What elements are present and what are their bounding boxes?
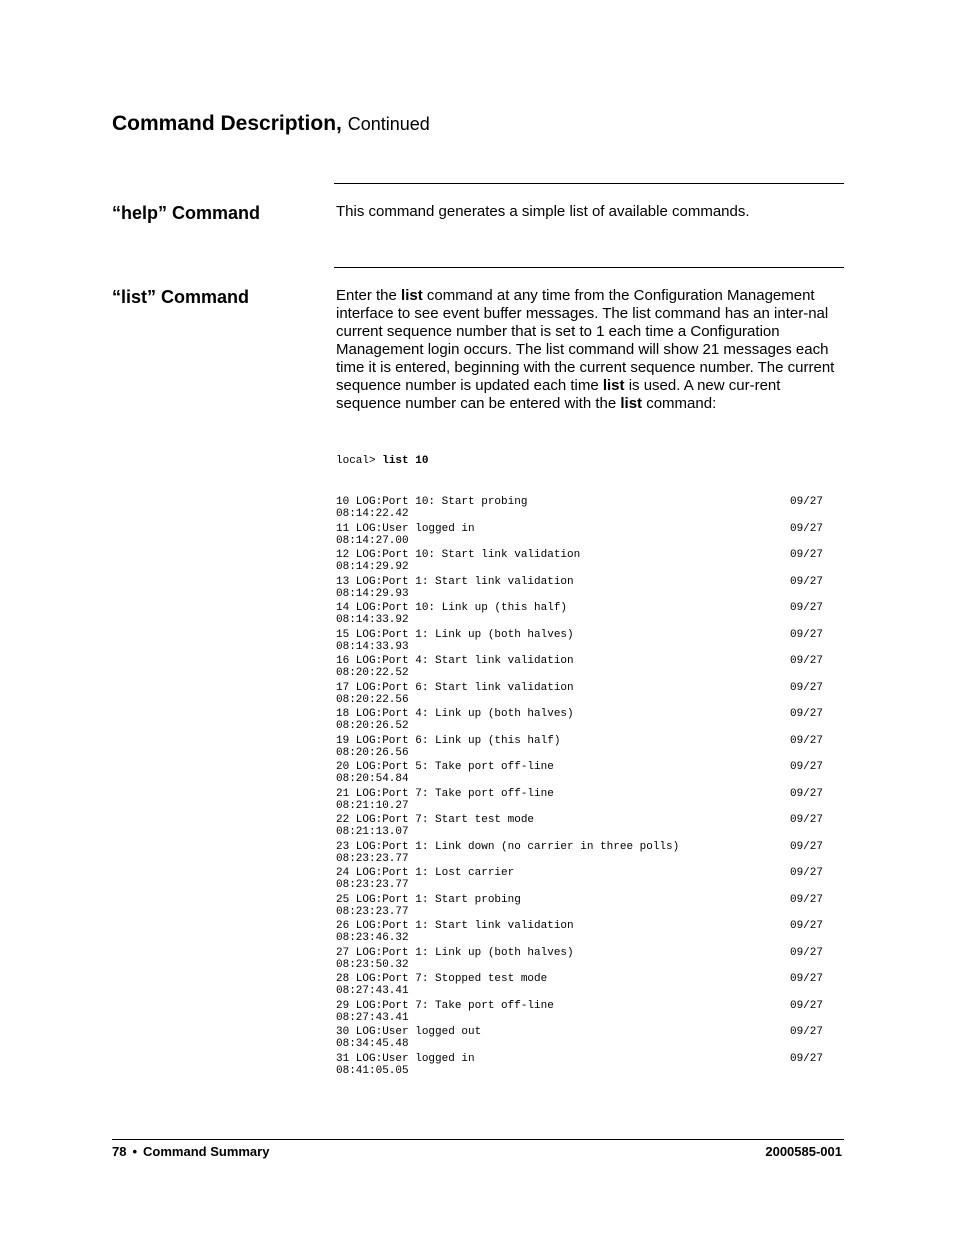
log-entry [336, 602, 836, 626]
log-time: 08:20:54.84 [336, 773, 409, 785]
log-message: 21 LOG:Port 7: Take port off-line [336, 787, 554, 800]
list-section-heading: “list” Command [112, 287, 250, 307]
log-entry-line [336, 920, 823, 932]
log-entry [336, 1000, 836, 1024]
log-entry-line [336, 735, 823, 747]
log-entry [336, 920, 836, 944]
log-time: 08:34:45.48 [336, 1038, 409, 1050]
page-title [112, 112, 430, 136]
log-date: 09/27 [789, 602, 823, 614]
log-date: 09/27 [789, 496, 823, 508]
log-date: 09/27 [789, 840, 823, 853]
footer-bullet: • [132, 1144, 138, 1159]
log-entry-line [336, 788, 823, 800]
log-date: 09/27 [789, 522, 823, 535]
log-entry-line [336, 629, 823, 641]
log-time: 08:41:05.05 [336, 1064, 409, 1077]
log-output [336, 496, 836, 1077]
log-entry-line [336, 523, 823, 535]
log-time: 08:14:33.93 [336, 640, 409, 653]
log-entry-line [336, 1053, 823, 1065]
log-message: 13 LOG:Port 1: Start link validation [336, 575, 574, 588]
log-entry [336, 947, 836, 971]
log-time: 08:23:23.77 [336, 879, 409, 891]
log-date: 09/27 [789, 761, 823, 773]
log-entry-line [336, 894, 823, 906]
log-message: 24 LOG:Port 1: Lost carrier [336, 867, 515, 879]
command: list 10 [382, 455, 429, 467]
log-entry [336, 655, 836, 679]
log-entry [336, 973, 836, 997]
log-entry [336, 761, 836, 785]
log-entry-line [336, 576, 823, 588]
log-entry [336, 814, 836, 838]
log-entry [336, 708, 836, 732]
log-date: 09/27 [789, 787, 823, 800]
log-entry-line [336, 1000, 823, 1012]
log-date: 09/27 [789, 628, 823, 641]
log-entry [336, 576, 836, 600]
footer-divider [112, 1139, 844, 1140]
log-date: 09/27 [789, 549, 823, 561]
log-message: 30 LOG:User logged out [336, 1026, 482, 1038]
log-entry [336, 629, 836, 653]
log-message: 19 LOG:Port 6: Link up (this half) [336, 734, 561, 747]
log-entry-line [336, 814, 823, 826]
log-message: 23 LOG:Port 1: Link down (no carrier in three polls) [336, 840, 680, 853]
paragraph-keyword: list [602, 377, 625, 394]
paragraph-text: is used. A new cur-rent sequence number can be entered with the [336, 377, 781, 412]
log-entry [336, 735, 836, 759]
log-message: 15 LOG:Port 1: Link up (both halves) [336, 628, 574, 641]
log-date: 09/27 [789, 920, 823, 932]
log-time: 08:20:22.56 [336, 693, 409, 706]
log-time: 08:23:50.32 [336, 958, 409, 971]
log-message: 18 LOG:Port 4: Link up (both halves) [336, 708, 574, 720]
log-entry [336, 867, 836, 891]
log-date: 09/27 [789, 575, 823, 588]
log-message: 11 LOG:User logged in [336, 522, 475, 535]
log-entry-line [336, 655, 823, 667]
doc-number: 2000585-001 [765, 1144, 842, 1159]
log-entry [336, 841, 836, 865]
paragraph-keyword: list [401, 287, 423, 304]
log-message: 12 LOG:Port 10: Start link validation [336, 549, 581, 561]
log-date: 09/27 [789, 734, 823, 747]
log-entry [336, 682, 836, 706]
log-date: 09/27 [789, 655, 823, 667]
log-entry-line [336, 708, 823, 720]
log-message: 27 LOG:Port 1: Link up (both halves) [336, 946, 574, 959]
log-time: 08:20:22.52 [336, 667, 409, 679]
log-time: 08:14:27.00 [336, 534, 409, 547]
log-date: 09/27 [789, 681, 823, 694]
log-time: 08:20:26.56 [336, 746, 409, 759]
log-entry-line [336, 761, 823, 773]
help-section-text: This command generates a simple list of available commands. [336, 203, 750, 220]
log-date: 09/27 [789, 999, 823, 1012]
log-date: 09/27 [789, 973, 823, 985]
log-time: 08:20:26.52 [336, 720, 409, 732]
log-message: 17 LOG:Port 6: Start link validation [336, 681, 574, 694]
help-section-heading: “help” Command [112, 203, 261, 223]
footer-left [112, 1144, 269, 1159]
log-message: 31 LOG:User logged in [336, 1052, 475, 1065]
log-message: 25 LOG:Port 1: Start probing [336, 893, 521, 906]
page-title-main: Command Description, [112, 112, 342, 135]
log-message: 14 LOG:Port 10: Link up (this half) [336, 602, 568, 614]
paragraph-text: Enter the [336, 287, 402, 304]
log-message: 26 LOG:Port 1: Start link validation [336, 920, 574, 932]
log-entry-line [336, 1026, 823, 1038]
log-date: 09/27 [789, 1052, 823, 1065]
log-message: 22 LOG:Port 7: Start test mode [336, 814, 535, 826]
log-entry [336, 523, 836, 547]
log-date: 09/27 [789, 814, 823, 826]
log-entry [336, 549, 836, 573]
log-message: 10 LOG:Port 10: Start probing [336, 496, 528, 508]
log-entry [336, 1053, 836, 1077]
log-entry [336, 894, 836, 918]
paragraph-text: command at any time from the Configuration Management interface to see event buffer messages. The list command has an inter-nal current sequence number that is set to 1 each time a Configuration Management login occurs. The list command will show 21 messages each time it is entered, beginning with the current sequence number. The current sequence number is updated each time [336, 287, 835, 394]
log-date: 09/27 [789, 946, 823, 959]
log-date: 09/27 [789, 893, 823, 906]
log-entry-line [336, 973, 823, 985]
log-entry [336, 788, 836, 812]
log-time: 08:27:43.41 [336, 1011, 409, 1024]
log-message: 29 LOG:Port 7: Take port off-line [336, 999, 554, 1012]
section-divider-help [334, 183, 844, 184]
log-date: 09/27 [789, 1026, 823, 1038]
log-message: 28 LOG:Port 7: Stopped test mode [336, 973, 548, 985]
prompt: local> [336, 455, 383, 467]
code-example [336, 431, 836, 1091]
log-time: 08:21:10.27 [336, 799, 409, 812]
log-date: 09/27 [789, 867, 823, 879]
page-title-suffix: Continued [347, 114, 430, 134]
log-time: 08:14:33.92 [336, 614, 409, 626]
list-section-paragraph [336, 287, 846, 413]
paragraph-text: command: [642, 395, 717, 412]
paragraph-keyword: list [620, 395, 643, 412]
log-entry-line [336, 841, 823, 853]
log-message: 20 LOG:Port 5: Take port off-line [336, 761, 554, 773]
log-time: 08:14:29.92 [336, 561, 409, 573]
log-entry [336, 1026, 836, 1050]
log-time: 08:14:29.93 [336, 587, 409, 600]
log-entry-line [336, 602, 823, 614]
log-time: 08:23:23.77 [336, 852, 409, 865]
log-date: 09/27 [789, 708, 823, 720]
log-entry [336, 496, 836, 520]
log-entry-line [336, 867, 823, 879]
footer-section: Command Summary [143, 1144, 270, 1159]
log-entry-line [336, 947, 823, 959]
log-time: 08:23:46.32 [336, 932, 409, 944]
log-time: 08:27:43.41 [336, 985, 409, 997]
log-entry-line [336, 682, 823, 694]
section-divider-list [334, 267, 844, 268]
log-time: 08:23:23.77 [336, 905, 409, 918]
log-entry-line [336, 496, 823, 508]
log-time: 08:14:22.42 [336, 508, 409, 520]
log-message: 16 LOG:Port 4: Start link validation [336, 655, 574, 667]
command-prompt-line [336, 455, 836, 467]
page-number: 78 [112, 1144, 127, 1159]
log-entry-line [336, 549, 823, 561]
log-time: 08:21:13.07 [336, 826, 409, 838]
